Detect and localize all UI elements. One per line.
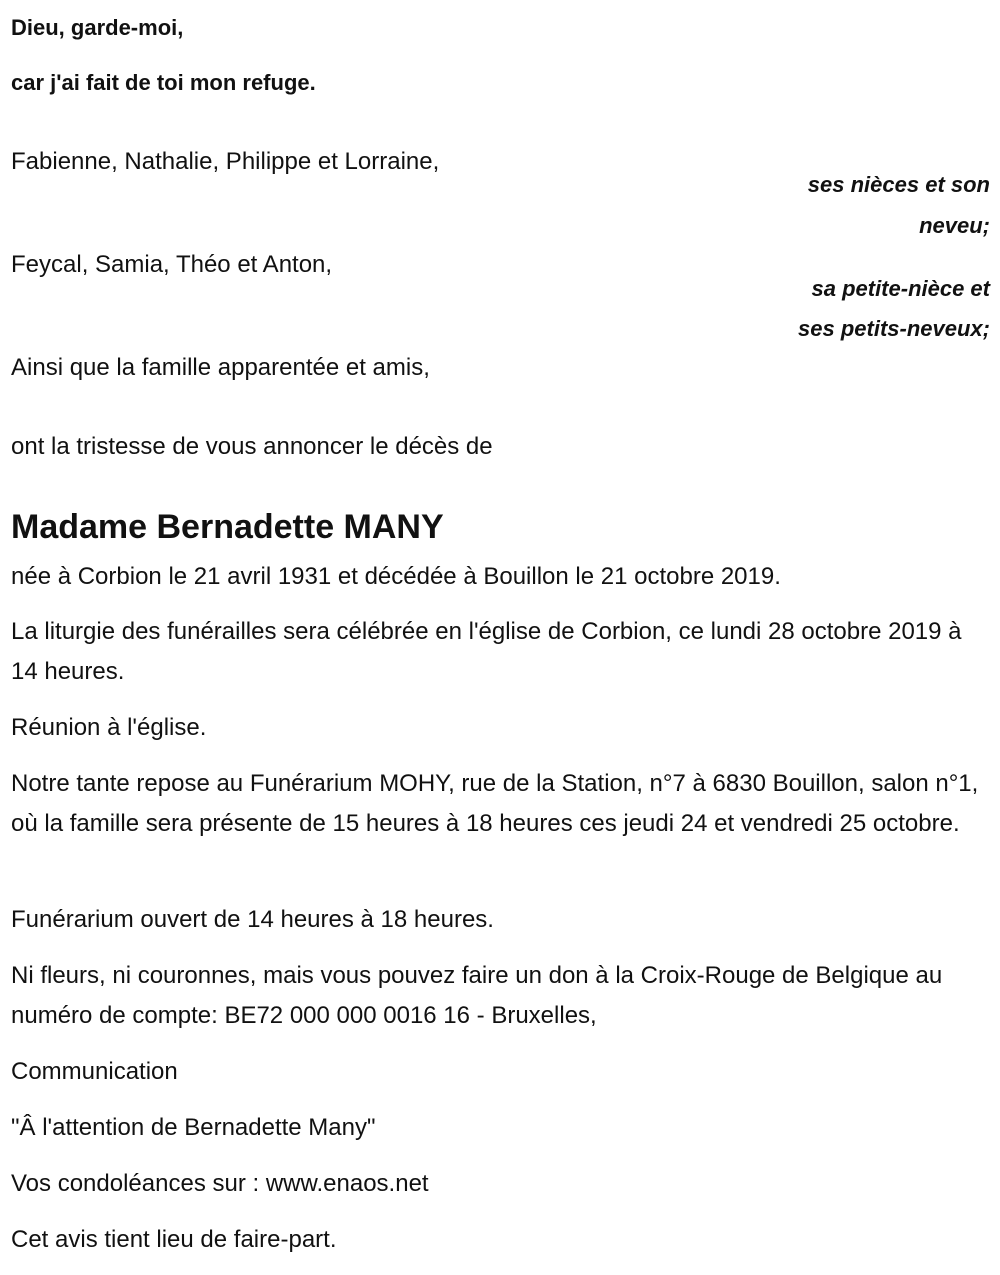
relation-nieces-1: ses nièces et son — [807, 172, 990, 197]
relation-grandnieces-2: ses petits-neveux; — [798, 316, 990, 341]
family-names-grandnieces: Feycal, Samia, Théo et Anton, — [11, 251, 333, 278]
communication-text: "Â l'attention de Bernadette Many" — [11, 1114, 376, 1141]
birth-death-paragraph: née à Corbion le 21 avril 1931 et décédée à Bouillon le 21 octobre 2019. — [11, 563, 781, 590]
communication-label: Communication — [11, 1058, 178, 1085]
closing-note: Cet avis tient lieu de faire-part. — [11, 1226, 337, 1253]
family-names-nieces: Fabienne, Nathalie, Philippe et Lorraine, — [11, 148, 440, 175]
relation-nieces-2: neveu; — [919, 213, 990, 238]
liturgy-paragraph: La liturgie des funérailles sera célébrée en l'église de Corbion, ce lundi 28 octobre 2019 à 14 heures. — [11, 618, 962, 685]
relation-grandnieces-1: sa petite-nièce et — [811, 276, 990, 301]
announce-line: ont la tristesse de vous annoncer le décès de — [11, 433, 493, 460]
donation-paragraph: Ni fleurs, ni couronnes, mais vous pouvez faire un don à la Croix-Rouge de Belgique au numéro de compte: BE72 000 000 0016 16 - Bruxelles, — [11, 962, 943, 1029]
deceased-name: Madame Bernadette MANY — [11, 508, 444, 546]
opening-hours-paragraph: Funérarium ouvert de 14 heures à 18 heures. — [11, 906, 494, 933]
condolences-link[interactable]: Vos condoléances sur : www.enaos.net — [11, 1170, 429, 1197]
verse-line-2: car j'ai fait de toi mon refuge. — [11, 70, 316, 95]
verse-line-1: Dieu, garde-moi, — [11, 15, 184, 40]
reunion-paragraph: Réunion à l'église. — [11, 714, 207, 741]
others-line: Ainsi que la famille apparentée et amis, — [11, 354, 430, 381]
funerarium-paragraph: Notre tante repose au Funérarium MOHY, rue de la Station, n°7 à 6830 Bouillon, salon n°1, où la famille sera présente de 15 heures à 18 heures ces jeudi 24 et vendredi 25 octobre. — [11, 770, 979, 837]
